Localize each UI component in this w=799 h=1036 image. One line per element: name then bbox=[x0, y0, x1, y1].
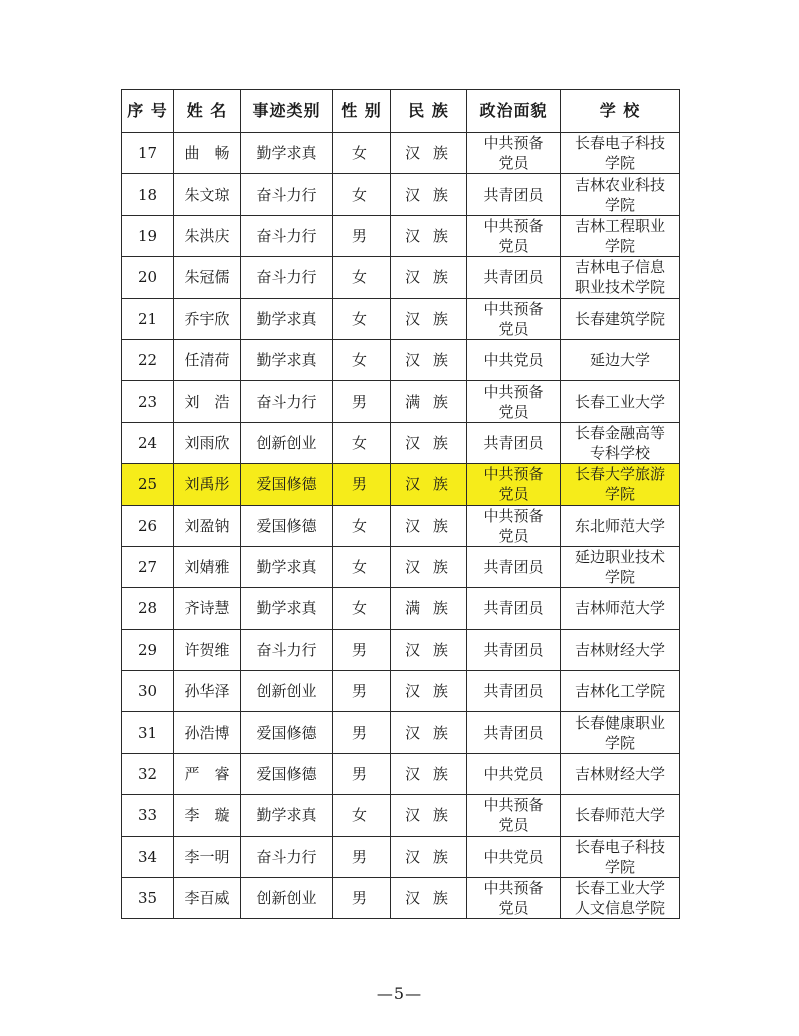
cell-political-status: 中共预备 党员 bbox=[467, 795, 561, 836]
header-school: 学 校 bbox=[561, 90, 680, 133]
cell-category: 奋斗力行 bbox=[241, 381, 333, 422]
cell-school: 吉林农业科技 学院 bbox=[561, 174, 680, 215]
cell-gender: 女 bbox=[333, 257, 391, 298]
cell-name: 朱冠儒 bbox=[174, 257, 241, 298]
cell-number: 33 bbox=[122, 795, 174, 836]
cell-ethnicity: 汉 族 bbox=[391, 671, 467, 712]
cell-category: 爱国修德 bbox=[241, 464, 333, 505]
cell-ethnicity: 汉 族 bbox=[391, 629, 467, 670]
cell-name: 刘 浩 bbox=[174, 381, 241, 422]
cell-number: 24 bbox=[122, 422, 174, 463]
cell-ethnicity: 汉 族 bbox=[391, 422, 467, 463]
header-political-status: 政治面貌 bbox=[467, 90, 561, 133]
cell-ethnicity: 汉 族 bbox=[391, 215, 467, 256]
cell-political-status: 中共预备 党员 bbox=[467, 298, 561, 339]
cell-category: 勤学求真 bbox=[241, 795, 333, 836]
header-gender: 性 别 bbox=[333, 90, 391, 133]
cell-gender: 男 bbox=[333, 464, 391, 505]
table-row bbox=[122, 215, 680, 256]
cell-political-status: 共青团员 bbox=[467, 174, 561, 215]
table-header bbox=[122, 90, 680, 133]
cell-school: 东北师范大学 bbox=[561, 505, 680, 546]
table-row bbox=[122, 339, 680, 380]
table-row bbox=[122, 546, 680, 587]
cell-category: 创新创业 bbox=[241, 671, 333, 712]
cell-name: 任清荷 bbox=[174, 339, 241, 380]
cell-school: 吉林电子信息 职业技术学院 bbox=[561, 257, 680, 298]
cell-number: 19 bbox=[122, 215, 174, 256]
cell-school: 吉林财经大学 bbox=[561, 629, 680, 670]
cell-category: 爱国修德 bbox=[241, 753, 333, 794]
cell-ethnicity: 汉 族 bbox=[391, 339, 467, 380]
cell-number: 27 bbox=[122, 546, 174, 587]
cell-school: 吉林工程职业 学院 bbox=[561, 215, 680, 256]
cell-ethnicity: 汉 族 bbox=[391, 878, 467, 919]
cell-school: 长春师范大学 bbox=[561, 795, 680, 836]
cell-gender: 男 bbox=[333, 671, 391, 712]
cell-category: 勤学求真 bbox=[241, 298, 333, 339]
cell-school: 延边大学 bbox=[561, 339, 680, 380]
cell-political-status: 中共预备 党员 bbox=[467, 133, 561, 174]
cell-name: 曲 畅 bbox=[174, 133, 241, 174]
header-ethnicity: 民 族 bbox=[391, 90, 467, 133]
table-row bbox=[122, 836, 680, 877]
cell-name: 李百威 bbox=[174, 878, 241, 919]
cell-school: 长春工业大学 人文信息学院 bbox=[561, 878, 680, 919]
cell-gender: 男 bbox=[333, 753, 391, 794]
cell-ethnicity: 满 族 bbox=[391, 381, 467, 422]
cell-number: 30 bbox=[122, 671, 174, 712]
cell-number: 29 bbox=[122, 629, 174, 670]
cell-political-status: 共青团员 bbox=[467, 671, 561, 712]
cell-gender: 男 bbox=[333, 629, 391, 670]
cell-name: 孙华泽 bbox=[174, 671, 241, 712]
cell-name: 乔宇欣 bbox=[174, 298, 241, 339]
cell-gender: 女 bbox=[333, 505, 391, 546]
cell-school: 吉林财经大学 bbox=[561, 753, 680, 794]
cell-category: 勤学求真 bbox=[241, 588, 333, 629]
cell-political-status: 共青团员 bbox=[467, 629, 561, 670]
cell-political-status: 中共党员 bbox=[467, 339, 561, 380]
cell-school: 长春电子科技 学院 bbox=[561, 133, 680, 174]
header-category: 事迹类别 bbox=[241, 90, 333, 133]
cell-name: 刘盈钠 bbox=[174, 505, 241, 546]
cell-gender: 男 bbox=[333, 215, 391, 256]
cell-number: 34 bbox=[122, 836, 174, 877]
cell-political-status: 中共预备 党员 bbox=[467, 215, 561, 256]
cell-ethnicity: 汉 族 bbox=[391, 298, 467, 339]
cell-gender: 女 bbox=[333, 298, 391, 339]
cell-gender: 女 bbox=[333, 795, 391, 836]
page-number: —5— bbox=[376, 984, 423, 1003]
cell-gender: 男 bbox=[333, 381, 391, 422]
cell-number: 31 bbox=[122, 712, 174, 753]
cell-category: 爱国修德 bbox=[241, 505, 333, 546]
cell-school: 吉林师范大学 bbox=[561, 588, 680, 629]
table-body bbox=[122, 133, 680, 919]
header-name: 姓 名 bbox=[174, 90, 241, 133]
cell-category: 奋斗力行 bbox=[241, 257, 333, 298]
table-row bbox=[122, 505, 680, 546]
cell-gender: 女 bbox=[333, 133, 391, 174]
cell-school: 吉林化工学院 bbox=[561, 671, 680, 712]
cell-ethnicity: 汉 族 bbox=[391, 753, 467, 794]
table-row bbox=[122, 629, 680, 670]
cell-political-status: 中共预备 党员 bbox=[467, 505, 561, 546]
cell-political-status: 中共预备 党员 bbox=[467, 878, 561, 919]
cell-number: 25 bbox=[122, 464, 174, 505]
cell-number: 23 bbox=[122, 381, 174, 422]
cell-ethnicity: 汉 族 bbox=[391, 795, 467, 836]
cell-school: 长春工业大学 bbox=[561, 381, 680, 422]
cell-ethnicity: 汉 族 bbox=[391, 836, 467, 877]
header-row bbox=[122, 90, 680, 133]
table-row bbox=[122, 174, 680, 215]
cell-number: 28 bbox=[122, 588, 174, 629]
cell-school: 长春大学旅游 学院 bbox=[561, 464, 680, 505]
table-row bbox=[122, 588, 680, 629]
cell-school: 长春金融高等 专科学校 bbox=[561, 422, 680, 463]
cell-gender: 男 bbox=[333, 836, 391, 877]
cell-gender: 女 bbox=[333, 546, 391, 587]
cell-name: 李一明 bbox=[174, 836, 241, 877]
cell-number: 18 bbox=[122, 174, 174, 215]
cell-name: 刘婧雅 bbox=[174, 546, 241, 587]
cell-name: 刘雨欣 bbox=[174, 422, 241, 463]
header-number: 序 号 bbox=[122, 90, 174, 133]
cell-name: 朱洪庆 bbox=[174, 215, 241, 256]
cell-number: 20 bbox=[122, 257, 174, 298]
cell-political-status: 中共党员 bbox=[467, 836, 561, 877]
cell-ethnicity: 汉 族 bbox=[391, 257, 467, 298]
table-row bbox=[122, 464, 680, 505]
table-row bbox=[122, 753, 680, 794]
cell-name: 严 睿 bbox=[174, 753, 241, 794]
cell-number: 17 bbox=[122, 133, 174, 174]
table-row bbox=[122, 422, 680, 463]
cell-name: 刘禹彤 bbox=[174, 464, 241, 505]
cell-political-status: 中共党员 bbox=[467, 753, 561, 794]
cell-political-status: 共青团员 bbox=[467, 422, 561, 463]
cell-name: 朱文琼 bbox=[174, 174, 241, 215]
cell-political-status: 共青团员 bbox=[467, 588, 561, 629]
cell-political-status: 共青团员 bbox=[467, 712, 561, 753]
table-row bbox=[122, 878, 680, 919]
cell-ethnicity: 汉 族 bbox=[391, 712, 467, 753]
table-row bbox=[122, 257, 680, 298]
cell-school: 延边职业技术 学院 bbox=[561, 546, 680, 587]
cell-school: 长春电子科技 学院 bbox=[561, 836, 680, 877]
cell-school: 长春建筑学院 bbox=[561, 298, 680, 339]
cell-category: 奋斗力行 bbox=[241, 215, 333, 256]
cell-name: 许贺维 bbox=[174, 629, 241, 670]
cell-number: 26 bbox=[122, 505, 174, 546]
cell-number: 32 bbox=[122, 753, 174, 794]
table-row bbox=[122, 671, 680, 712]
cell-category: 创新创业 bbox=[241, 878, 333, 919]
cell-number: 35 bbox=[122, 878, 174, 919]
cell-political-status: 中共预备 党员 bbox=[467, 464, 561, 505]
table-row bbox=[122, 712, 680, 753]
cell-number: 21 bbox=[122, 298, 174, 339]
cell-political-status: 中共预备 党员 bbox=[467, 381, 561, 422]
cell-number: 22 bbox=[122, 339, 174, 380]
roster-table bbox=[121, 89, 680, 919]
cell-ethnicity: 汉 族 bbox=[391, 505, 467, 546]
cell-gender: 女 bbox=[333, 422, 391, 463]
cell-ethnicity: 汉 族 bbox=[391, 546, 467, 587]
cell-category: 奋斗力行 bbox=[241, 629, 333, 670]
cell-gender: 男 bbox=[333, 712, 391, 753]
cell-gender: 男 bbox=[333, 878, 391, 919]
cell-political-status: 共青团员 bbox=[467, 257, 561, 298]
cell-category: 奋斗力行 bbox=[241, 174, 333, 215]
cell-political-status: 共青团员 bbox=[467, 546, 561, 587]
cell-category: 创新创业 bbox=[241, 422, 333, 463]
cell-category: 勤学求真 bbox=[241, 133, 333, 174]
table-row bbox=[122, 298, 680, 339]
cell-category: 爱国修德 bbox=[241, 712, 333, 753]
cell-category: 勤学求真 bbox=[241, 339, 333, 380]
cell-name: 李 璇 bbox=[174, 795, 241, 836]
cell-ethnicity: 汉 族 bbox=[391, 174, 467, 215]
cell-gender: 女 bbox=[333, 174, 391, 215]
cell-school: 长春健康职业 学院 bbox=[561, 712, 680, 753]
cell-ethnicity: 汉 族 bbox=[391, 133, 467, 174]
cell-gender: 女 bbox=[333, 339, 391, 380]
cell-category: 勤学求真 bbox=[241, 546, 333, 587]
cell-ethnicity: 满 族 bbox=[391, 588, 467, 629]
cell-category: 奋斗力行 bbox=[241, 836, 333, 877]
cell-name: 齐诗慧 bbox=[174, 588, 241, 629]
cell-name: 孙浩博 bbox=[174, 712, 241, 753]
table-row bbox=[122, 133, 680, 174]
table-row bbox=[122, 795, 680, 836]
table-row bbox=[122, 381, 680, 422]
cell-gender: 女 bbox=[333, 588, 391, 629]
cell-ethnicity: 汉 族 bbox=[391, 464, 467, 505]
